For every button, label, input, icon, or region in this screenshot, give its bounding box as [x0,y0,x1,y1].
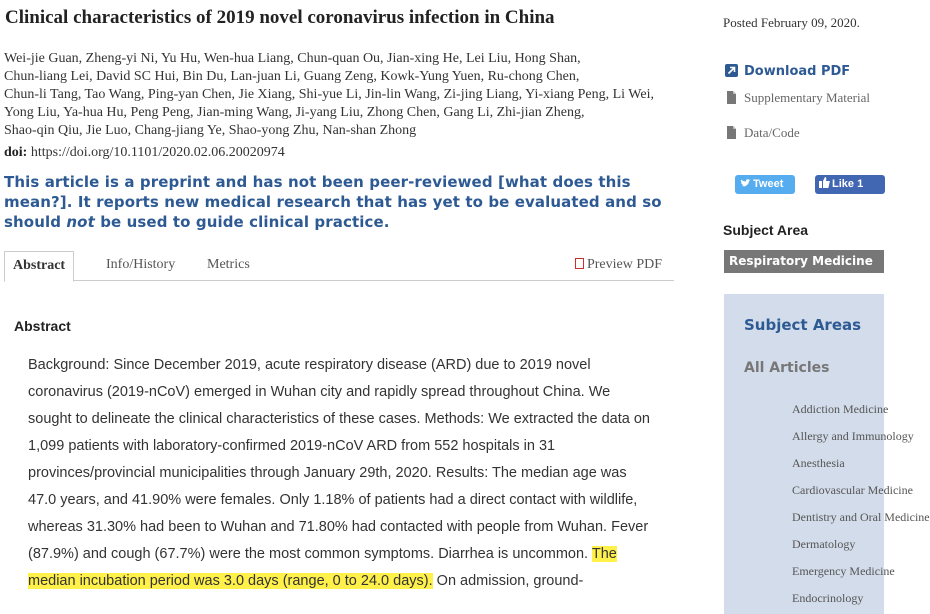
abstract-text-tail: On admission, ground- [432,573,584,589]
posted-date: Posted February 09, 2020. [723,15,860,30]
document-icon [725,91,738,104]
article-tabs [4,251,674,281]
download-pdf-link[interactable] [725,64,850,79]
preprint-notice [4,172,674,232]
like-label: Like 1 [832,178,864,190]
preview-pdf-label: Preview PDF [586,257,662,272]
tweet-button[interactable] [735,175,795,194]
notice-text-italic: not [66,213,95,231]
author-line: Wei-jie Guan, Zheng-yi Ni, Yu Hu, Wen-hua Liang, Chun-quan Ou, Jian-xing He, Lei Liu, Hong Shan, [4,51,581,66]
abstract-text [28,352,653,595]
category-link[interactable]: Addiction Medicine [792,402,889,416]
twitter-bird-icon [740,179,751,188]
data-code-label: Data/Code [744,125,800,140]
abstract-heading: Abstract [14,318,71,334]
author-line: Chun-liang Lei, David SC Hui, Bin Du, Lan-juan Li, Guang Zeng, Kowk-Yung Yuen, Ru-chong Chen, [4,69,580,84]
highlighted-sentence: The median incubation period was 3.0 days (range, 0 to 24.0 days). [28,546,617,589]
article-title: Clinical characteristics of 2019 novel coronavirus infection in China [5,7,555,28]
author-line: Shao-qin Qiu, Jie Luo, Chang-jiang Ye, Shao-yong Zhu, Nan-shan Zhong [4,123,417,138]
tab-info-history[interactable]: Info/History [106,257,176,272]
subject-areas-title: Subject Areas [744,316,862,334]
category-link[interactable]: Cardiovascular Medicine [792,483,913,497]
subject-areas-panel [724,294,930,614]
category-link[interactable]: Endocrinology [792,591,864,605]
facebook-thumb-icon [819,177,830,188]
category-link[interactable]: Allergy and Immunology [792,429,914,443]
doi-label: doi: [4,145,28,160]
preview-pdf-link[interactable] [575,251,662,281]
tweet-label: Tweet [753,178,784,190]
category-link[interactable]: Emergency Medicine [792,564,895,578]
download-icon [725,64,738,77]
notice-text-2: be used to guide clinical practice. [94,213,390,231]
data-code-link[interactable] [725,125,800,141]
all-articles-link[interactable]: All Articles [744,360,830,376]
category-link[interactable]: Dermatology [792,537,856,551]
tab-metrics[interactable]: Metrics [207,257,250,272]
subject-area-title: Subject Area [723,222,809,238]
category-link[interactable]: Anesthesia [792,456,845,470]
download-pdf-label: Download PDF [744,64,851,79]
supplementary-label: Supplementary Material [744,90,870,105]
tab-abstract[interactable]: Abstract [4,251,74,282]
author-line: Chun-li Tang, Tao Wang, Ping-yan Chen, Jie Xiang, Shi-yue Li, Jin-lin Wang, Zi-jing Liang, Yi-xiang Peng, Li Wei, [4,87,654,102]
subject-badge[interactable]: Respiratory Medicine [724,250,884,273]
author-list [4,50,674,140]
author-line: Yong Liu, Ya-hua Hu, Peng Peng, Jian-ming Wang, Ji-yang Liu, Zhong Chen, Gang Li, Zhi-jian Zheng, [4,105,585,120]
supplementary-material-link[interactable] [725,90,870,106]
document-icon [725,126,738,139]
abstract-text-main: Background: Since December 2019, acute respiratory disease (ARD) due to 2019 novel coronavirus (2019-nCoV) emerged in Wuhan city and rapidly spread throughout China. We sought to delineate the clinical characteristics of these cases. Methods: We extracted the data on 1,099 patients with laboratory-confirmed 2019-nCoV ARD from 552 hospitals in 31 provinces/provincial municipalities through January 29th, 2020. Results: The median age was 47.0 years, and 41.90% were females. Only 1.18% of patients had a direct contact with wildlife, whereas 31.30% had been to Wuhan and 71.80% had contacted with people from Wuhan. Fever (87.9%) and cough (67.7%) were the most common symptoms. Diarrhea is uncommon. [28,357,650,562]
notice-text-1: This article is a preprint and has not been peer-reviewed [what does this mean?]. It reports new medical research that has yet to be evaluated and so should [4,173,662,231]
doi-link[interactable]: https://doi.org/10.1101/2020.02.06.20020974 [30,145,285,160]
facebook-like-button[interactable] [815,175,885,194]
doi-line [4,145,285,161]
pdf-icon [575,258,584,269]
category-link[interactable]: Dentistry and Oral Medicine [792,510,930,524]
